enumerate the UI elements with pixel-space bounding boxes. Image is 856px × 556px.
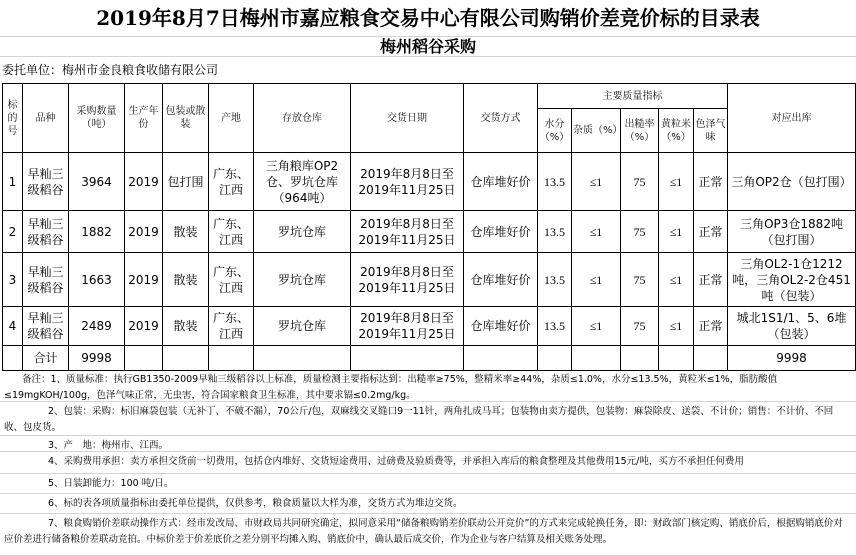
- header-method: 交货方式: [464, 84, 538, 153]
- cell-moisture: 13.5: [538, 253, 572, 307]
- header-quality: 主要质量指标: [538, 84, 728, 109]
- header-pack: 包装或散装: [163, 84, 209, 153]
- header-year: 生产年份: [125, 84, 163, 153]
- cell-yellow: ≤1: [659, 253, 694, 307]
- cell-outbound: 三角OL2-1仓1212吨，三角OL2-2仓451吨（包装）: [728, 253, 856, 307]
- note-item: 备注：1、质量标准：执行GB1350-2009早籼三级稻谷以上标准，质量检测主要指标达到：出糙率≥75%，整精米率≥44%，杂质≤1.0%，水分≤13.5%，黄粒米≤1%，脂肪酸值≤19mgKOH/100g，色泽气味正常，无虫害，符合国家粮食卫生标准，其中要求镉≤0.2mg/kg。: [0, 370, 856, 402]
- empty-cell: [694, 346, 728, 371]
- cell-moisture: 13.5: [538, 211, 572, 253]
- header-no: 标的号: [3, 84, 23, 153]
- cell-year: 2019: [125, 153, 163, 211]
- cell-color: 正常: [694, 307, 728, 346]
- total-row: [3, 346, 856, 371]
- cell-pack: 包打围: [163, 153, 209, 211]
- cell-pack: 散装: [163, 307, 209, 346]
- total-label: 合计: [23, 346, 69, 371]
- page-title: 2019年8月7日梅州市嘉应粮食交易中心有限公司购销价差竞价标的目录表: [0, 0, 856, 37]
- empty-cell: [209, 346, 254, 371]
- cell-variety: 早籼三级稻谷: [23, 211, 69, 253]
- client-unit: 委托单位：梅州市金良粮食收储有限公司: [2, 63, 219, 77]
- cell-color: 正常: [694, 153, 728, 211]
- cell-variety: 早籼三级稻谷: [23, 253, 69, 307]
- header-yellow: 黄粒米（%）: [659, 109, 694, 153]
- header-origin: 产地: [209, 84, 254, 153]
- cell-method: 仓库堆好价: [464, 307, 538, 346]
- cell-pack: 散装: [163, 211, 209, 253]
- cell-no: 1: [3, 153, 23, 211]
- cell-color: 正常: [694, 211, 728, 253]
- empty-cell: [538, 346, 572, 371]
- cell-yellow: ≤1: [659, 307, 694, 346]
- empty-cell: [163, 346, 209, 371]
- empty-cell: [351, 346, 464, 371]
- header-yield: 出糙率（%）: [621, 109, 659, 153]
- catalog-table: [2, 83, 856, 371]
- cell-impurity: ≤1: [572, 307, 621, 346]
- header-warehouse: 存放仓库: [254, 84, 351, 153]
- cell-date: 2019年8月8日至2019年11月25日: [351, 153, 464, 211]
- cell-yellow: ≤1: [659, 153, 694, 211]
- header-qty: 采购数量（吨）: [69, 84, 125, 153]
- cell-no: 2: [3, 211, 23, 253]
- cell-pack: 散装: [163, 253, 209, 307]
- cell-no: 3: [3, 253, 23, 307]
- table-row: [3, 307, 856, 346]
- cell-year: 2019: [125, 253, 163, 307]
- cell-outbound: 城北1S1/1、5、6堆（包装）: [728, 307, 856, 346]
- cell-outbound: 三角OP3仓1882吨（包打围）: [728, 211, 856, 253]
- cell-qty: 1882: [69, 211, 125, 253]
- cell-outbound: 三角OP2仓（包打围）: [728, 153, 856, 211]
- cell-yellow: ≤1: [659, 211, 694, 253]
- cell-yield: 75: [621, 307, 659, 346]
- cell-warehouse: 三角粮库OP2仓、罗坑仓库（964吨）: [254, 153, 351, 211]
- page-subtitle: 梅州稻谷采购: [0, 37, 856, 57]
- header-date: 交货日期: [351, 84, 464, 153]
- cell-date: 2019年8月8日至2019年11月25日: [351, 253, 464, 307]
- cell-year: 2019: [125, 307, 163, 346]
- cell-yield: 75: [621, 211, 659, 253]
- note-item: 2、包装：采购：标旧麻袋包装（无补丁、不破不漏），70公斤/包，双麻线交叉缝口9一11针，两角扎成马耳；包装物由卖方提供，包装物：麻袋除皮、送袋、不计价；销售：不计价、不回收、包皮货。: [0, 402, 856, 436]
- notes: [0, 370, 856, 556]
- cell-origin: 广东、江西: [209, 307, 254, 346]
- empty-cell: [3, 346, 23, 371]
- cell-moisture: 13.5: [538, 307, 572, 346]
- cell-warehouse: 罗坑仓库: [254, 253, 351, 307]
- note-item: 3、产 地：梅州市、江西。: [0, 436, 856, 452]
- cell-warehouse: 罗坑仓库: [254, 307, 351, 346]
- table-row: [3, 153, 856, 211]
- cell-warehouse: 罗坑仓库: [254, 211, 351, 253]
- cell-impurity: ≤1: [572, 211, 621, 253]
- cell-method: 仓库堆好价: [464, 253, 538, 307]
- note-item: 7、粮食购销价差联动操作方式：经市发改局、市财政局共同研究确定，拟同意采用“储备粮购销差价联动公开竞价”的方式来完成轮换任务，即：财政部门核定购、销底价后，根据购销底价对应价差进行储备粮价差联动竞拍。中标价差于价差底价之差分别平均摊入购、销底价中，确认最后成交价，作为企业与客户结算及相关账务处理。: [0, 514, 856, 556]
- empty-cell: [125, 346, 163, 371]
- cell-qty: 1663: [69, 253, 125, 307]
- header-moisture: 水分（%）: [538, 109, 572, 153]
- empty-cell: [572, 346, 621, 371]
- empty-cell: [464, 346, 538, 371]
- cell-color: 正常: [694, 253, 728, 307]
- cell-qty: 3964: [69, 153, 125, 211]
- header-outbound: 对应出库: [728, 84, 856, 153]
- cell-qty: 2489: [69, 307, 125, 346]
- cell-moisture: 13.5: [538, 153, 572, 211]
- cell-year: 2019: [125, 211, 163, 253]
- cell-origin: 广东、江西: [209, 211, 254, 253]
- empty-cell: [254, 346, 351, 371]
- cell-origin: 广东、江西: [209, 153, 254, 211]
- cell-variety: 早籼三级稻谷: [23, 307, 69, 346]
- header-impurity: 杂质（%）: [572, 109, 621, 153]
- cell-date: 2019年8月8日至2019年11月25日: [351, 307, 464, 346]
- total-outbound: 9998: [728, 346, 856, 371]
- table-row: [3, 211, 856, 253]
- header-variety: 品种: [23, 84, 69, 153]
- cell-method: 仓库堆好价: [464, 153, 538, 211]
- cell-no: 4: [3, 307, 23, 346]
- cell-method: 仓库堆好价: [464, 211, 538, 253]
- total-qty: 9998: [69, 346, 125, 371]
- table-row: [3, 253, 856, 307]
- cell-origin: 广东、江西: [209, 253, 254, 307]
- cell-impurity: ≤1: [572, 153, 621, 211]
- header-color: 色泽气味: [694, 109, 728, 153]
- empty-cell: [621, 346, 659, 371]
- note-item: 5、日装卸能力：100 吨/日。: [0, 474, 856, 494]
- cell-variety: 早籼三级稻谷: [23, 153, 69, 211]
- note-item: 4、采购费用承担：卖方承担交货前一切费用，包括仓内堆好、交货短途费用、过磅费及验质费等，并承担入库后的粮食整理及其他费用15元/吨，买方不承担任何费用: [0, 452, 856, 474]
- empty-cell: [659, 346, 694, 371]
- note-item: 6、标的表各项质量指标由委托单位提供，仅供参考，粮食质量以大样为准，交货方式为堆边交货。: [0, 494, 856, 514]
- cell-impurity: ≤1: [572, 253, 621, 307]
- cell-yield: 75: [621, 253, 659, 307]
- cell-date: 2019年8月8日至2019年11月25日: [351, 211, 464, 253]
- cell-yield: 75: [621, 153, 659, 211]
